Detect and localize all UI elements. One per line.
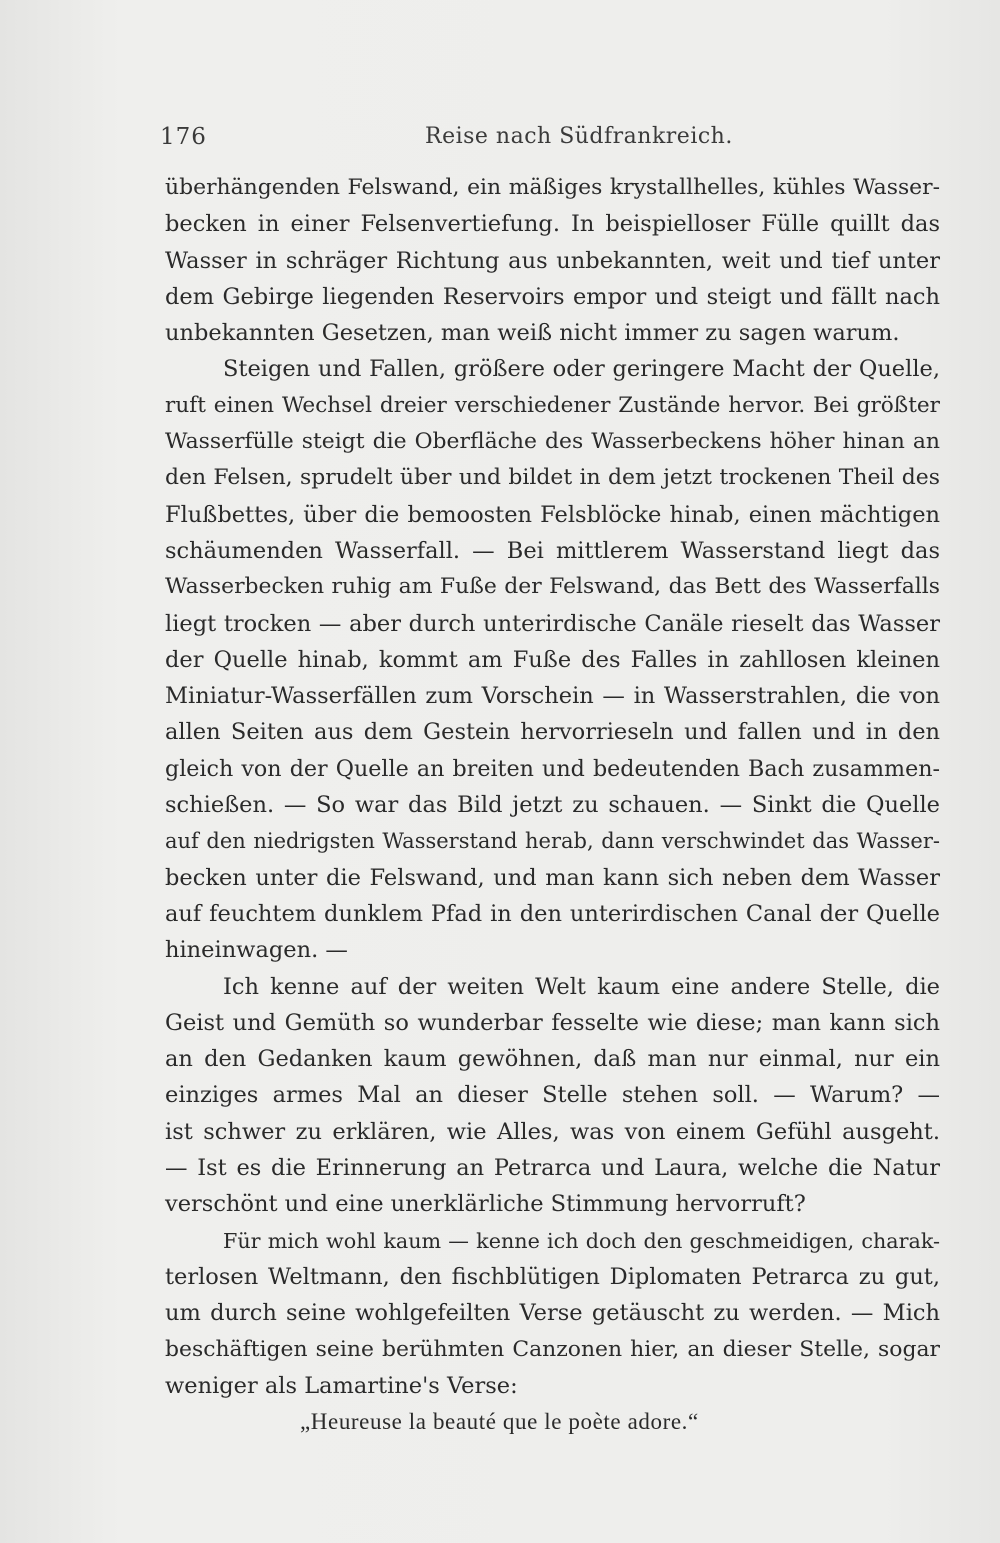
text-line: schäumenden Wasserfall. — Bei mittlerem Wasserstand liegt das xyxy=(165,537,940,564)
text-line: Flußbettes, über die bemoosten Felsblöcke hinab, einen mächtigen xyxy=(165,501,940,528)
text-line: dem Gebirge liegenden Reservoirs empor und steigt und fällt nach xyxy=(165,283,940,310)
text-line: der Quelle hinab, kommt am Fuße des Falles in zahllosen kleinen xyxy=(165,646,940,673)
text-line: becken unter die Felswand, und man kann sich neben dem Wasser xyxy=(165,864,940,891)
text-line: Für mich wohl kaum — kenne ich doch den geschmeidigen, charak- xyxy=(223,1228,940,1253)
running-head xyxy=(160,118,940,158)
text-line: Miniatur-Wasserfällen zum Vorschein — in Wasserstrahlen, die von xyxy=(165,683,940,710)
text-line: becken in einer Felsenvertiefung. In beispielloser Fülle quillt das xyxy=(165,211,940,238)
text-line: auf den niedrigsten Wasserstand herab, dann verschwindet das Wasser- xyxy=(165,829,940,854)
running-title: Reise nach Südfrankreich. xyxy=(425,124,733,149)
text-line: allen Seiten aus dem Gestein hervorrieseln und fallen und in den xyxy=(165,719,940,746)
text-line: Wasserbecken ruhig am Fuße der Felswand, das Bett des Wasserfalls xyxy=(165,574,940,600)
text-line: überhängenden Felswand, ein mäßiges krystallhelles, kühles Wasser- xyxy=(165,175,940,200)
body-text xyxy=(165,170,940,1440)
text-line: Geist und Gemüth so wunderbar fesselte wie diese; man kann sich xyxy=(165,1009,940,1036)
page-number: 176 xyxy=(160,124,207,150)
text-line: auf feuchtem dunklem Pfad in den unterirdischen Canal der Quelle xyxy=(165,900,940,927)
text-line: gleich von der Quelle an breiten und bedeutenden Bach zusammen- xyxy=(165,755,940,782)
text-line: um durch seine wohlgefeilten Verse getäuscht zu werden. — Mich xyxy=(165,1300,940,1327)
text-line: liegt trocken — aber durch unterirdische Canäle rieselt das Wasser xyxy=(165,610,940,637)
text-line: Wasser in schräger Richtung aus unbekannten, weit und tief unter xyxy=(165,247,940,274)
text-line: — Ist es die Erinnerung an Petrarca und Laura, welche die Natur xyxy=(165,1155,940,1182)
text-line: Ich kenne auf der weiten Welt kaum eine andere Stelle, die xyxy=(223,973,940,1000)
quotation-line: „Heureuse la beauté que le poète adore.“ xyxy=(300,1409,699,1435)
text-line: beschäftigen seine berühmten Canzonen hier, an dieser Stelle, sogar xyxy=(165,1336,940,1362)
text-line: einziges armes Mal an dieser Stelle stehen soll. — Warum? — xyxy=(165,1082,940,1109)
text-line: schießen. — So war das Bild jetzt zu schauen. — Sinkt die Quelle xyxy=(165,792,940,819)
text-line: weniger als Lamartine's Verse: xyxy=(165,1372,518,1399)
text-line: ruft einen Wechsel dreier verschiedener Zustände hervor. Bei größter xyxy=(165,392,940,418)
text-line: hineinwagen. — xyxy=(165,937,348,964)
text-line: verschönt und eine unerklärliche Stimmung hervorruft? xyxy=(165,1191,806,1218)
text-line: an den Gedanken kaum gewöhnen, daß man nur einmal, nur ein xyxy=(165,1046,940,1073)
text-line: Wasserfülle steigt die Oberfläche des Wasserbeckens höher hinan an xyxy=(165,429,940,455)
text-line: den Felsen, sprudelt über und bildet in dem jetzt trockenen Theil des xyxy=(165,465,940,491)
text-line: Steigen und Fallen, größere oder geringere Macht der Quelle, xyxy=(223,356,940,383)
text-line: ist schwer zu erklären, wie Alles, was von einem Gefühl ausgeht. xyxy=(165,1118,940,1145)
text-line: unbekannten Gesetzen, man weiß nicht immer zu sagen warum. xyxy=(165,320,900,347)
text-line: terlosen Weltmann, den fischblütigen Diplomaten Petrarca zu gut, xyxy=(165,1263,940,1290)
